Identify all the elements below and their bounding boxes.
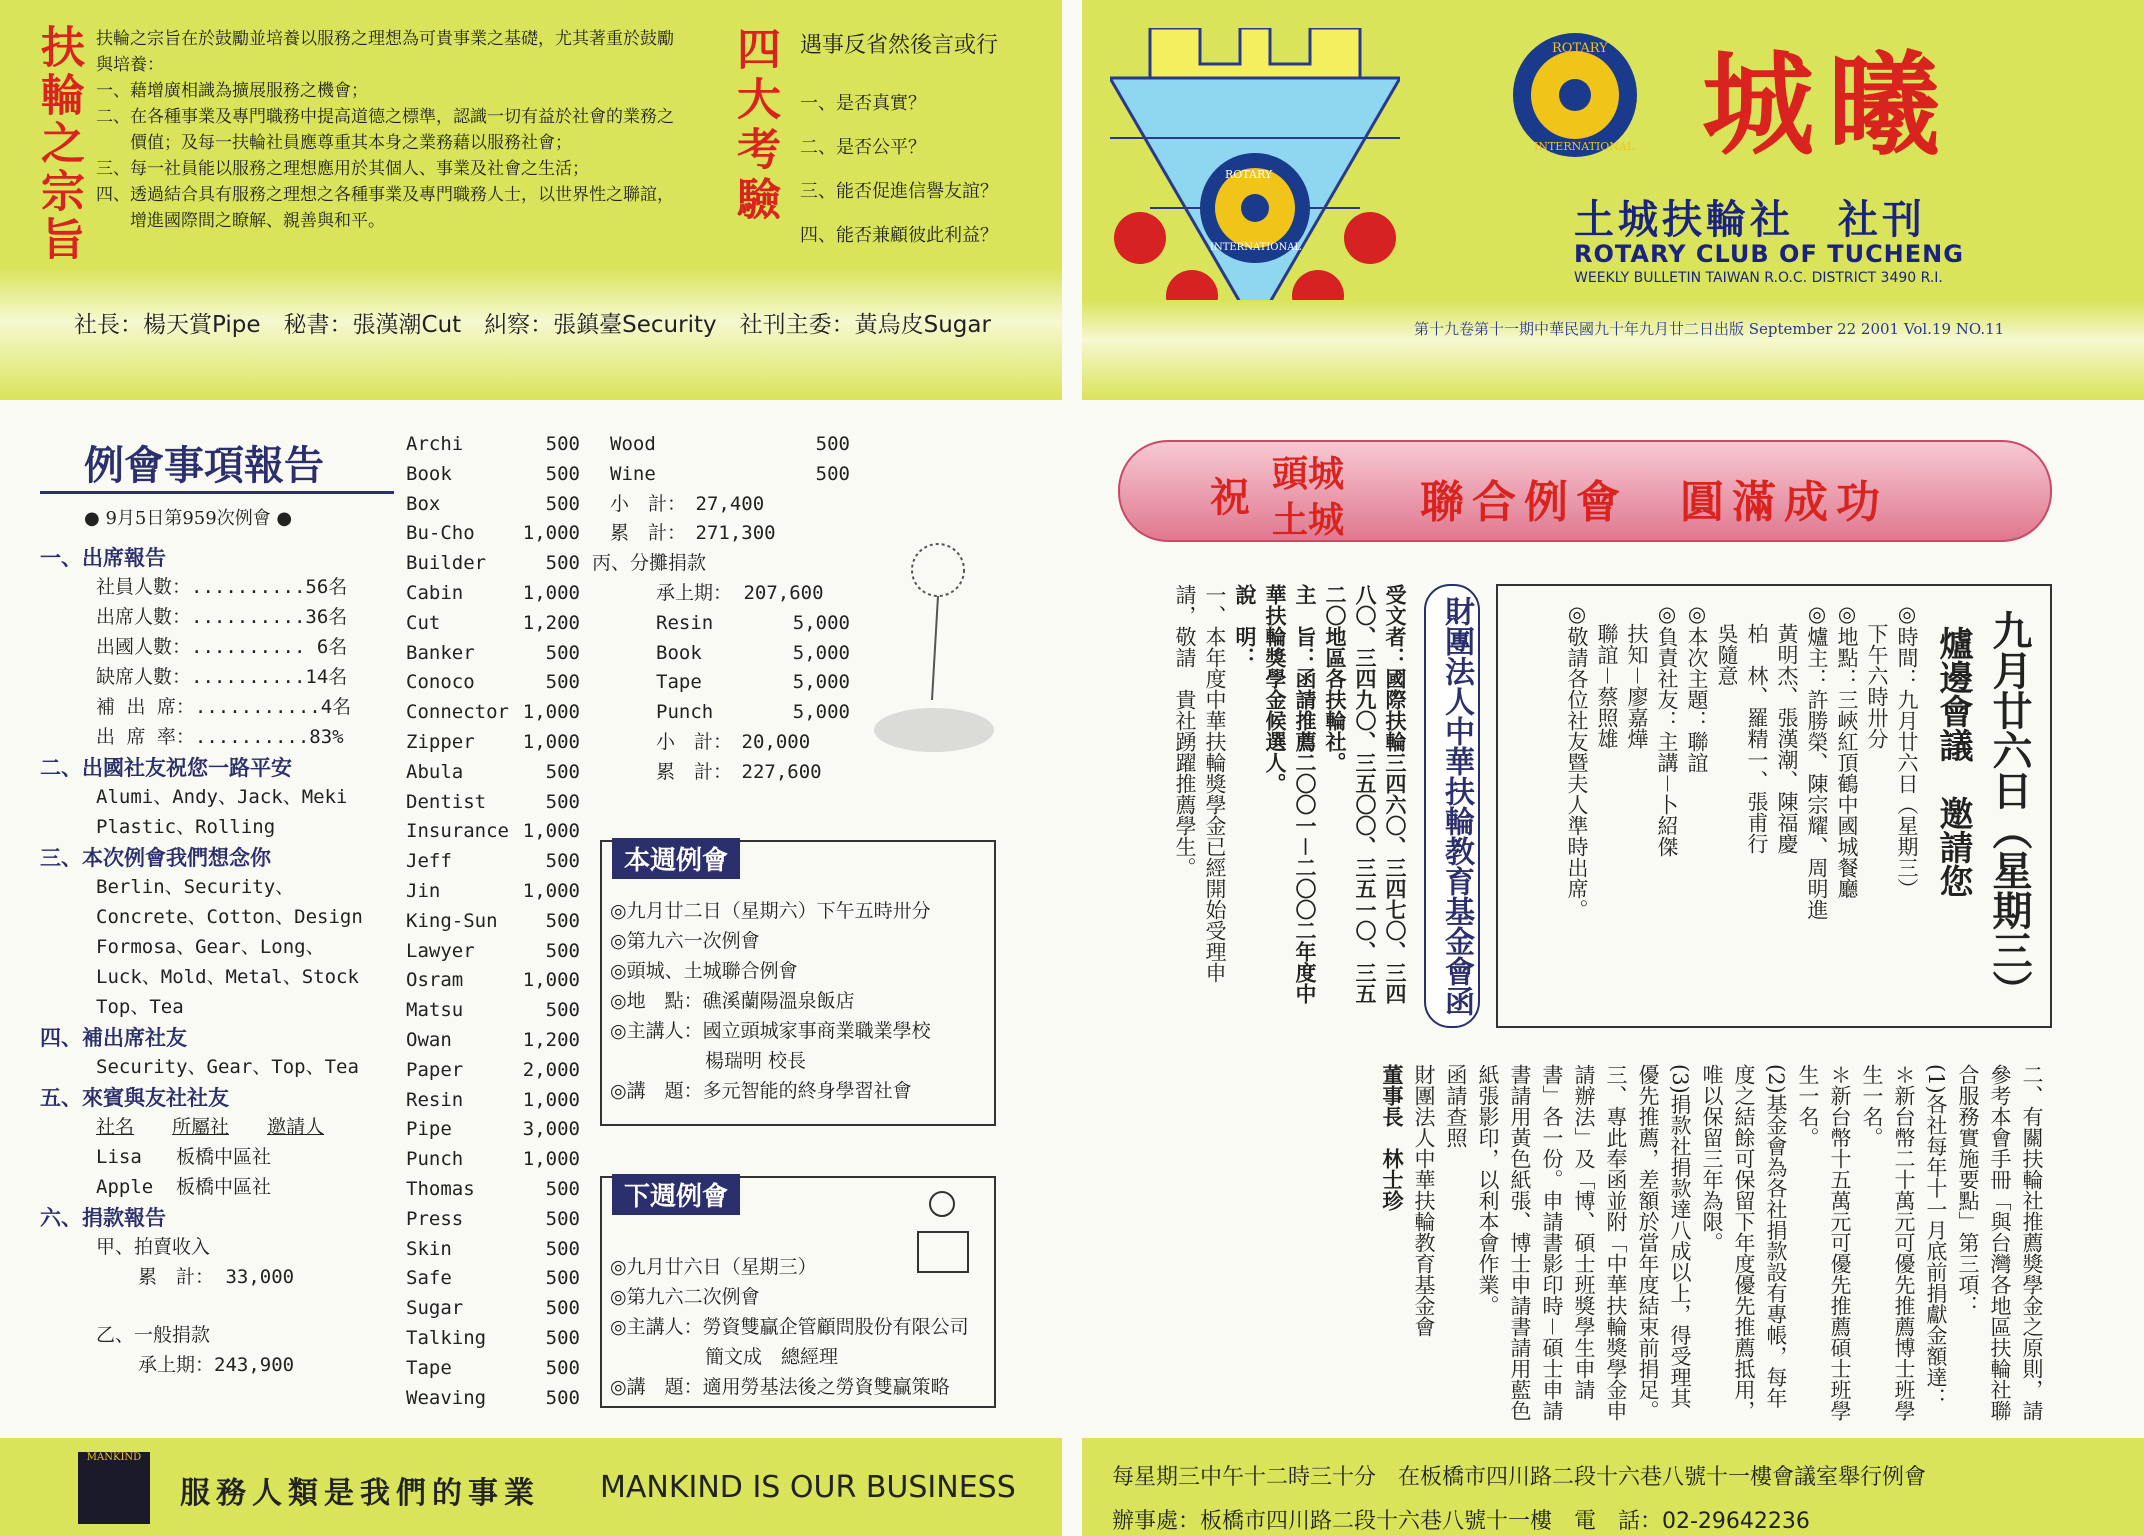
four-way-test-intro: 遇事反省然後言或行 bbox=[800, 33, 999, 58]
letter-line: 財團法人中華扶輪教育基金會 bbox=[1412, 1064, 1436, 1337]
donation-row bbox=[406, 668, 580, 698]
general-title: 乙、一般捐款 bbox=[96, 1324, 211, 1346]
invite-line: 下午六時卅分 bbox=[1865, 602, 1889, 749]
donation-row bbox=[406, 1235, 580, 1265]
banner-bottom: 土城 bbox=[1272, 499, 1345, 541]
donation-row bbox=[406, 728, 580, 758]
amount: 500 bbox=[545, 1326, 580, 1349]
donation-row bbox=[406, 460, 580, 490]
donation-row bbox=[406, 1324, 580, 1354]
amount: 3,000 bbox=[522, 1118, 580, 1141]
letter-line: ＊新台幣十五萬元可優先推薦碩士班學生一名。 bbox=[1796, 1064, 1852, 1421]
amount: 1,000 bbox=[522, 730, 580, 753]
donation-row bbox=[406, 1145, 580, 1175]
meeting-line: ◎講 題：多元智能的終身學習社會 bbox=[610, 1080, 912, 1102]
donation-row bbox=[406, 1264, 580, 1294]
flower-illustration bbox=[858, 530, 1018, 760]
donation-row bbox=[406, 639, 580, 669]
donor: Paper bbox=[406, 1058, 464, 1081]
donor: Resin bbox=[656, 611, 714, 634]
meeting-line: 楊瑞明 校長 bbox=[610, 1050, 807, 1072]
donation-row bbox=[406, 698, 580, 728]
invite-line: ◎負責社友：主講－卜紹傑 bbox=[1655, 602, 1679, 857]
meeting-line: ◎第九六二次例會 bbox=[610, 1286, 760, 1308]
letter-line: 三、專此奉函並附「中華扶輪獎學金申請辦法」及「博、碩士班獎學生申請書」各一份。申請書影印時－碩士申請書請用黃色紙張、博士申請書請用藍色紙張影印，以利本會作業。 bbox=[1476, 1064, 1628, 1421]
amount: 500 bbox=[545, 462, 580, 485]
donation-row bbox=[406, 490, 580, 520]
amount: 1,000 bbox=[522, 879, 580, 902]
donations-column-2 bbox=[592, 430, 850, 788]
donor: Box bbox=[406, 492, 441, 515]
test-item: 四、能否兼顧彼此利益？ bbox=[800, 225, 998, 246]
meeting-line: ◎九月廿二日（星期六）下午五時卅分 bbox=[610, 900, 931, 922]
shared-subtotal: 小 計： 20,000 bbox=[656, 730, 811, 753]
amount: 1,000 bbox=[522, 969, 580, 992]
donation-row bbox=[406, 1205, 580, 1235]
amount: 2,000 bbox=[522, 1058, 580, 1081]
donation-row bbox=[610, 609, 850, 639]
diamond-emblem-lower: INTERNATIONAL bbox=[1210, 242, 1302, 253]
banner-top: 頭城 bbox=[1272, 453, 1345, 495]
donor: Safe bbox=[406, 1267, 452, 1290]
next-week-lines bbox=[610, 1252, 969, 1402]
donation-row bbox=[406, 1056, 580, 1086]
donor: Conoco bbox=[406, 671, 475, 694]
amount: 500 bbox=[545, 552, 580, 575]
report-subtitle: ● 9月5日第959次例會 ● bbox=[84, 508, 293, 529]
amount: 500 bbox=[815, 433, 850, 455]
donation-row bbox=[406, 758, 580, 788]
donor: Book bbox=[656, 641, 702, 664]
amount: 1,000 bbox=[522, 701, 580, 724]
meeting-line: ◎主講人：國立頭城家事商業職業學校 bbox=[610, 1020, 931, 1042]
amount: 500 bbox=[545, 760, 580, 783]
letter-body-upper bbox=[1126, 584, 1410, 1024]
donor: Skin bbox=[406, 1237, 452, 1260]
donor: Cabin bbox=[406, 581, 464, 604]
donation-row bbox=[406, 519, 580, 549]
four-way-test-title: 四大考驗 bbox=[729, 26, 780, 226]
amount: 1,000 bbox=[522, 820, 580, 843]
name-line: Alumi、Andy、Jack、Meki bbox=[96, 786, 348, 808]
shared-title: 丙、分攤捐款 bbox=[592, 552, 707, 575]
banner-zhu: 祝 bbox=[1210, 474, 1250, 521]
purpose-title: 扶輪之宗旨 bbox=[33, 24, 84, 264]
donor: Jin bbox=[406, 879, 441, 902]
meeting-line: 簡文成 總經理 bbox=[610, 1346, 839, 1368]
letter-line: (3)捐款社捐款達八成以上，得受理其優先推薦，差額於當年度結束前捐足。 bbox=[1636, 1064, 1692, 1421]
amount: 1,000 bbox=[522, 522, 580, 545]
attendance-row: 出 席 率：..........83% bbox=[96, 726, 344, 748]
letter-line: 函請查照 bbox=[1444, 1064, 1468, 1148]
section-attendance: 一、出席報告 bbox=[40, 546, 166, 570]
donor: Press bbox=[406, 1207, 464, 1230]
donation-row bbox=[406, 1175, 580, 1205]
donation-row bbox=[406, 817, 580, 847]
amount: 1,000 bbox=[522, 581, 580, 604]
total: 累 計： 271,300 bbox=[610, 522, 776, 545]
fireside-invite-box bbox=[1496, 584, 2052, 1028]
attendance-list bbox=[40, 572, 390, 752]
missed-list bbox=[40, 872, 390, 1022]
guest-name: Apple bbox=[96, 1176, 154, 1198]
donation-row bbox=[610, 639, 850, 669]
amount: 500 bbox=[815, 462, 850, 485]
name-line: Berlin、Security、 bbox=[96, 876, 295, 898]
mankind-logo bbox=[78, 1452, 150, 1524]
amount: 1,200 bbox=[522, 611, 580, 634]
amount: 1,200 bbox=[522, 1028, 580, 1051]
donation-row bbox=[406, 1384, 580, 1414]
donation-row bbox=[406, 579, 580, 609]
donor: Punch bbox=[406, 1148, 464, 1171]
amount: 500 bbox=[545, 790, 580, 813]
col-header: 所屬社 bbox=[172, 1116, 230, 1138]
donor: Tape bbox=[406, 1356, 452, 1379]
amount: 500 bbox=[545, 1177, 580, 1200]
donation-row bbox=[610, 460, 850, 490]
this-week-box bbox=[600, 840, 996, 1126]
donation-row bbox=[406, 877, 580, 907]
amount: 500 bbox=[545, 1237, 580, 1260]
invite-line: 聯誼－蔡照雄 bbox=[1595, 602, 1619, 749]
amount: 500 bbox=[545, 850, 580, 873]
purpose-item: 三、每一社員能以服務之理想應用於其個人、事業及社會之生活； bbox=[96, 159, 589, 179]
donation-row bbox=[406, 430, 580, 460]
letter-line: 二、有關扶輪社推薦獎學金之原則，請參考本會手冊「與台灣各地區扶輪社聯合服務實施要點」第三項： bbox=[1956, 1064, 2044, 1421]
emblem-lower: INTERNATIONAL bbox=[1534, 140, 1635, 153]
meeting-line: ◎講 題：適用勞基法後之勞資雙贏策略 bbox=[610, 1376, 950, 1398]
name-line: Luck、Mold、Metal、Stock bbox=[96, 966, 359, 988]
donor: King-Sun bbox=[406, 909, 498, 932]
donations-column bbox=[406, 430, 580, 1413]
subtotal: 小 計： 27,400 bbox=[610, 492, 765, 515]
amount: 500 bbox=[545, 492, 580, 515]
donor: Thomas bbox=[406, 1177, 475, 1200]
left-footer bbox=[0, 1438, 1062, 1536]
report-date: 9月5日第959次例會 bbox=[105, 508, 271, 529]
rotary-emblem bbox=[1510, 30, 1640, 160]
letter-line: 受文者：國際扶輪三四六〇、三四七〇、三四八〇、三四九〇、三五〇〇、三五一〇、三五二〇地區各扶輪社。 bbox=[1323, 584, 1408, 1004]
section-guests: 五、來賓與友社社友 bbox=[40, 1086, 229, 1110]
purpose-item: 二、在各種事業及專門職務中提高道德之標準，認識一切有益於社會的業務之價值；及每一扶輪社員應尊重其本身之業務藉以服務社會； bbox=[96, 107, 674, 153]
donation-row bbox=[406, 609, 580, 639]
donation-row bbox=[406, 907, 580, 937]
donor: Pipe bbox=[406, 1118, 452, 1141]
amount: 500 bbox=[545, 671, 580, 694]
next-week-label: 下週例會 bbox=[612, 1174, 740, 1215]
amount: 500 bbox=[545, 1297, 580, 1320]
donor: Wine bbox=[610, 462, 656, 485]
name-line: Concrete、Cotton、Design bbox=[96, 906, 363, 928]
donation-row bbox=[406, 1086, 580, 1116]
amount: 500 bbox=[545, 641, 580, 664]
amount: 500 bbox=[545, 999, 580, 1022]
donor: Archi bbox=[406, 433, 464, 455]
this-week-lines bbox=[610, 896, 931, 1106]
col-header: 邀請人 bbox=[267, 1116, 325, 1138]
guest-club: 板橋中區社 bbox=[176, 1176, 272, 1198]
footer-slogan-en: MANKIND IS OUR BUSINESS bbox=[600, 1470, 1016, 1505]
donation-row bbox=[406, 1115, 580, 1145]
amount: 500 bbox=[545, 909, 580, 932]
donor: Punch bbox=[656, 701, 714, 724]
office-info: 辦事處：板橋市四川路二段十六巷八號十一樓 電 話：02-29642236 bbox=[1112, 1509, 1810, 1534]
donation-row bbox=[406, 549, 580, 579]
name-line: Formosa、Gear、Long、 bbox=[96, 936, 325, 958]
donor: Zipper bbox=[406, 730, 475, 753]
masthead-title: 城曦 bbox=[1702, 40, 1954, 171]
letter-body-lower bbox=[1126, 1064, 2048, 1424]
guest-name: Lisa bbox=[96, 1146, 142, 1168]
invite-line: ◎地點：三峽紅頂鶴中國城餐廳 bbox=[1835, 602, 1859, 899]
donation-row bbox=[406, 847, 580, 877]
letter-signature: 董事長 林士珍 bbox=[1380, 1064, 1405, 1211]
meeting-line: ◎地 點：礁溪蘭陽溫泉飯店 bbox=[610, 990, 855, 1012]
section-makeup: 四、補出席社友 bbox=[40, 1026, 187, 1050]
auction-total: 累 計： 33,000 bbox=[138, 1266, 295, 1288]
meeting-line: ◎第九六一次例會 bbox=[610, 930, 760, 952]
footer-slogan-zh: 服務人類是我們的事業 bbox=[180, 1476, 540, 1511]
guest-club: 板橋中區社 bbox=[176, 1146, 272, 1168]
amount: 5,000 bbox=[792, 641, 850, 664]
guests-header bbox=[96, 1112, 390, 1142]
issue-info: 第十九卷第十一期中華民國九十年九月廿二日出版 September 22 2001 Vol.19 NO.11 bbox=[1414, 320, 2005, 338]
donor: Dentist bbox=[406, 790, 487, 813]
donor: Lawyer bbox=[406, 939, 475, 962]
donor: Resin bbox=[406, 1088, 464, 1111]
donor: Connector bbox=[406, 701, 509, 724]
invite-title: 爐邊會議 邀請您 bbox=[1933, 626, 1973, 898]
amount: 500 bbox=[545, 1356, 580, 1379]
auction-title: 甲、拍賣收入 bbox=[96, 1236, 211, 1258]
letter-line: (2)基金會為各社捐款設有專帳，每年度之結餘可保留下年度優先推薦抵用，唯以保留三年為限。 bbox=[1700, 1064, 1788, 1421]
guests-table bbox=[40, 1112, 390, 1202]
mankind-logo-text: MANKIND bbox=[86, 1452, 142, 1463]
donor: Sugar bbox=[406, 1297, 464, 1320]
donation-row bbox=[610, 668, 850, 698]
officers: 社長：楊天賞Pipe 秘書：張漢潮Cut 糾察：張鎮臺Security 社刊主委：黃烏皮Sugar bbox=[74, 312, 991, 338]
auction-block bbox=[40, 1232, 390, 1380]
attendance-row: 出席人數：..........36名 bbox=[96, 606, 348, 628]
donor: Weaving bbox=[406, 1386, 487, 1409]
amount: 5,000 bbox=[792, 671, 850, 694]
invite-line: ◎敬請各位社友暨夫人準時出席。 bbox=[1565, 602, 1589, 920]
letter-title: 財團法人中華扶輪教育基金會函 bbox=[1424, 584, 1480, 1028]
amount: 500 bbox=[545, 1207, 580, 1230]
donor: Owan bbox=[406, 1028, 452, 1051]
this-week-label: 本週例會 bbox=[612, 838, 740, 879]
four-way-test-list bbox=[800, 82, 998, 258]
amount: 1,000 bbox=[522, 1148, 580, 1171]
section-missed: 三、本次例會我們想念你 bbox=[40, 846, 271, 870]
invite-line: 吳隨意 bbox=[1715, 602, 1739, 686]
letter-line: 主 旨：函請推薦二〇〇一－二〇〇二年度中華扶輪獎學金候選人。 bbox=[1263, 584, 1318, 1004]
donor: Jeff bbox=[406, 850, 452, 873]
amount: 500 bbox=[545, 939, 580, 962]
report-title: 例會事項報告 bbox=[40, 434, 394, 494]
banner-rest: 聯合例會 圓滿成功 bbox=[1420, 477, 1888, 528]
invite-line: 黃明杰、張漢潮、陳福慶 bbox=[1775, 602, 1799, 854]
amount: 1,000 bbox=[522, 1088, 580, 1111]
donation-row bbox=[406, 1026, 580, 1056]
amount: 5,000 bbox=[792, 611, 850, 634]
club-name-en: ROTARY CLUB OF TUCHENG bbox=[1574, 240, 1964, 268]
invite-date: 九月廿六日（星期三） bbox=[1986, 610, 2033, 1010]
section-donations: 六、捐款報告 bbox=[40, 1206, 166, 1230]
donation-row bbox=[406, 966, 580, 996]
donation-row bbox=[610, 430, 850, 460]
emblem-upper: ROTARY bbox=[1552, 41, 1608, 56]
donor: Cut bbox=[406, 611, 441, 634]
donation-row bbox=[406, 996, 580, 1026]
diamond-emblem-upper: ROTARY bbox=[1225, 168, 1273, 181]
bulletin-line: WEEKLY BULLETIN TAIWAN R.O.C. DISTRICT 3490 R.I. bbox=[1574, 270, 1943, 286]
meeting-line: ◎主講人：勞資雙贏企管顧問股份有限公司 bbox=[610, 1316, 969, 1338]
attendance-row: 補 出 席：...........4名 bbox=[96, 696, 352, 718]
donor: Tape bbox=[656, 671, 702, 694]
left-header bbox=[0, 0, 1062, 400]
report-section bbox=[40, 434, 390, 1380]
donor: Bu-Cho bbox=[406, 522, 475, 545]
donor: Banker bbox=[406, 641, 475, 664]
donation-row bbox=[610, 698, 850, 728]
abroad-list bbox=[40, 782, 390, 842]
invite-line: 扶知－廖嘉燁 bbox=[1625, 602, 1649, 749]
amount: 500 bbox=[545, 1267, 580, 1290]
purpose-intro: 扶輪之宗旨在於鼓勵並培養以服務之理想為可貴事業之基礎，尤其著重於鼓勵與培養： bbox=[96, 29, 674, 75]
invite-lines bbox=[1562, 602, 1922, 1012]
amount: 5,000 bbox=[792, 701, 850, 724]
club-name-zh: 土城扶輪社 社刊 bbox=[1574, 197, 1926, 243]
donor: Book bbox=[406, 462, 452, 485]
invite-line: ◎爐主：許勝榮、陳宗耀、周明進 bbox=[1805, 602, 1829, 920]
attendance-row: 社員人數：..........56名 bbox=[96, 576, 348, 598]
donation-row bbox=[406, 1354, 580, 1384]
issue-band bbox=[1082, 300, 2144, 400]
invite-line: ◎時間：九月廿六日（星期三） bbox=[1895, 602, 1919, 899]
donor: Matsu bbox=[406, 999, 464, 1022]
donor: Insurance bbox=[406, 820, 509, 843]
letter-line: 一、本年度中華扶輪獎學金已經開始受理申請，敬請 貴社踴躍推薦學生。 bbox=[1173, 584, 1227, 983]
right-header bbox=[1082, 0, 2144, 400]
meeting-line: ◎九月廿六日（星期三） bbox=[610, 1256, 817, 1278]
donor: Builder bbox=[406, 552, 487, 575]
attendance-row: 出國人數：.......... 6名 bbox=[96, 636, 348, 658]
donor: Osram bbox=[406, 969, 464, 992]
test-item: 二、是否公平？ bbox=[800, 137, 926, 158]
shared-prev: 承上期： 207,600 bbox=[656, 581, 824, 604]
purpose-item: 一、藉增廣相識為擴展服務之機會； bbox=[96, 81, 368, 101]
name-line: Top、Tea bbox=[96, 996, 184, 1018]
donor: Abula bbox=[406, 760, 464, 783]
donation-row bbox=[406, 788, 580, 818]
invite-line: 柏 林、羅精一、張甫行 bbox=[1745, 602, 1769, 854]
next-week-box bbox=[600, 1176, 996, 1408]
guest-row bbox=[96, 1172, 390, 1202]
test-item: 三、能否促進信譽友誼？ bbox=[800, 181, 998, 202]
amount: 500 bbox=[545, 1386, 580, 1409]
donation-row bbox=[406, 937, 580, 967]
section-abroad: 二、出國社友祝您一路平安 bbox=[40, 756, 292, 780]
right-footer bbox=[1082, 1438, 2144, 1536]
name-line: Plastic、Rolling bbox=[96, 816, 276, 838]
donation-row bbox=[406, 1294, 580, 1324]
purpose-text bbox=[96, 26, 676, 234]
letter-line: ＊新台幣二十萬元可優先推薦博士班學生一名。 bbox=[1860, 1064, 1916, 1421]
general-prev: 承上期：243,900 bbox=[138, 1354, 295, 1376]
meeting-schedule: 每星期三中午十二時三十分 在板橋市四川路二段十六巷八號十一樓會議室舉行例會 bbox=[1112, 1465, 1927, 1490]
attendance-row: 缺席人數：..........14名 bbox=[96, 666, 348, 688]
letter-line: (1)各社每年十一月底前捐獻金額達： bbox=[1924, 1064, 1948, 1409]
donor: Talking bbox=[406, 1326, 487, 1349]
meeting-line: ◎頭城、土城聯合例會 bbox=[610, 960, 798, 982]
test-item: 一、是否真實？ bbox=[800, 93, 926, 114]
letter-line: 說 明： bbox=[1233, 584, 1258, 668]
amount: 500 bbox=[545, 433, 580, 455]
guest-row bbox=[96, 1142, 390, 1172]
celebration-banner bbox=[1118, 440, 2052, 542]
col-header: 社名 bbox=[96, 1116, 135, 1138]
purpose-item: 四、透過結合具有服務之理想之各種事業及專門職務人士，以世界性之聯誼，增進國際間之瞭解、親善與和平。 bbox=[96, 185, 674, 231]
invite-line: ◎本次主題：聯誼 bbox=[1685, 602, 1709, 773]
shared-total: 累 計： 227,600 bbox=[656, 760, 822, 783]
donor: Wood bbox=[610, 433, 656, 455]
makeup-line: Security、Gear、Top、Tea bbox=[96, 1056, 359, 1078]
